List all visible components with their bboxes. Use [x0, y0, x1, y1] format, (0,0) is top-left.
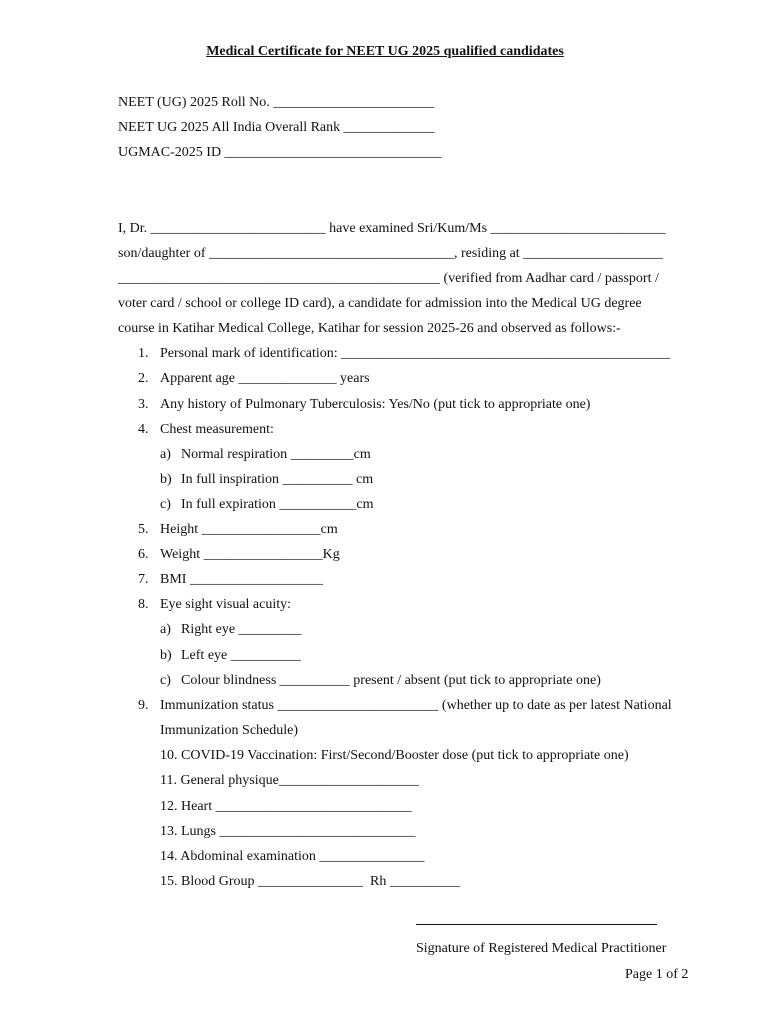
- list-item: 12. Heart ____________________________: [160, 799, 412, 814]
- subitem-letter: a): [160, 447, 171, 462]
- paragraph-line: voter card / school or college ID card), a candidate for admission into the Medical UG degree: [118, 296, 642, 311]
- subitem-text: Normal respiration _________cm: [181, 447, 371, 462]
- page-number: Page 1 of 2: [625, 967, 689, 982]
- item-text-continued: Immunization Schedule): [160, 723, 299, 738]
- item-number: 6.: [138, 547, 149, 562]
- list-item: 14. Abdominal examination _______________: [160, 849, 425, 864]
- item-text: Immunization status _______________________ (whether up to date as per latest National: [160, 698, 672, 713]
- item-number: 9.: [138, 698, 149, 713]
- list-item: 11. General physique____________________: [160, 773, 419, 788]
- signature-label: Signature of Registered Medical Practitioner: [416, 941, 667, 956]
- subitem-text: In full inspiration __________ cm: [181, 472, 374, 487]
- paragraph-line: ______________________________________________ (verified from Aadhar card / passport /: [118, 271, 659, 286]
- subitem-letter: a): [160, 622, 171, 637]
- item-number: 8.: [138, 597, 149, 612]
- paragraph-line: course in Katihar Medical College, Katihar for session 2025-26 and observed as follows:-: [118, 321, 621, 336]
- list-item: 10. COVID-19 Vaccination: First/Second/Booster dose (put tick to appropriate one): [160, 748, 629, 763]
- subitem-letter: c): [160, 497, 171, 512]
- subitem-text: Left eye __________: [181, 648, 301, 663]
- rank-field: NEET UG 2025 All India Overall Rank _____________: [118, 120, 435, 135]
- item-text: Eye sight visual acuity:: [160, 597, 292, 612]
- item-number: 7.: [138, 572, 149, 587]
- item-text: Weight _________________Kg: [160, 547, 340, 562]
- item-text: Chest measurement:: [160, 422, 274, 437]
- signature-line: [416, 924, 657, 925]
- item-text: Personal mark of identification: _______________________________________________: [160, 346, 671, 361]
- item-number: 3.: [138, 397, 149, 412]
- list-item: 13. Lungs ____________________________: [160, 824, 416, 839]
- ugmac-id-field: UGMAC-2025 ID _______________________________: [118, 145, 442, 160]
- subitem-letter: b): [160, 472, 172, 487]
- document-title: Medical Certificate for NEET UG 2025 qualified candidates: [206, 44, 564, 59]
- item-text: BMI ___________________: [160, 572, 323, 587]
- item-text: Any history of Pulmonary Tuberculosis: Yes/No (put tick to appropriate one): [160, 397, 591, 412]
- list-item: 15. Blood Group _______________ Rh __________: [160, 874, 460, 889]
- roll-no-field: NEET (UG) 2025 Roll No. _______________________: [118, 95, 435, 110]
- paragraph-line: I, Dr. _________________________ have examined Sri/Kum/Ms _________________________: [118, 221, 666, 236]
- paragraph-line: son/daughter of ___________________________________, residing at ____________________: [118, 246, 664, 261]
- item-number: 1.: [138, 346, 149, 361]
- item-number: 4.: [138, 422, 149, 437]
- item-number: 2.: [138, 371, 149, 386]
- item-text: Apparent age ______________ years: [160, 371, 370, 386]
- item-text: Height _________________cm: [160, 522, 338, 537]
- subitem-text: Right eye _________: [181, 622, 302, 637]
- subitem-letter: c): [160, 673, 171, 688]
- item-number: 5.: [138, 522, 149, 537]
- subitem-text: In full expiration ___________cm: [181, 497, 374, 512]
- subitem-text: Colour blindness __________ present / absent (put tick to appropriate one): [181, 673, 601, 688]
- subitem-letter: b): [160, 648, 172, 663]
